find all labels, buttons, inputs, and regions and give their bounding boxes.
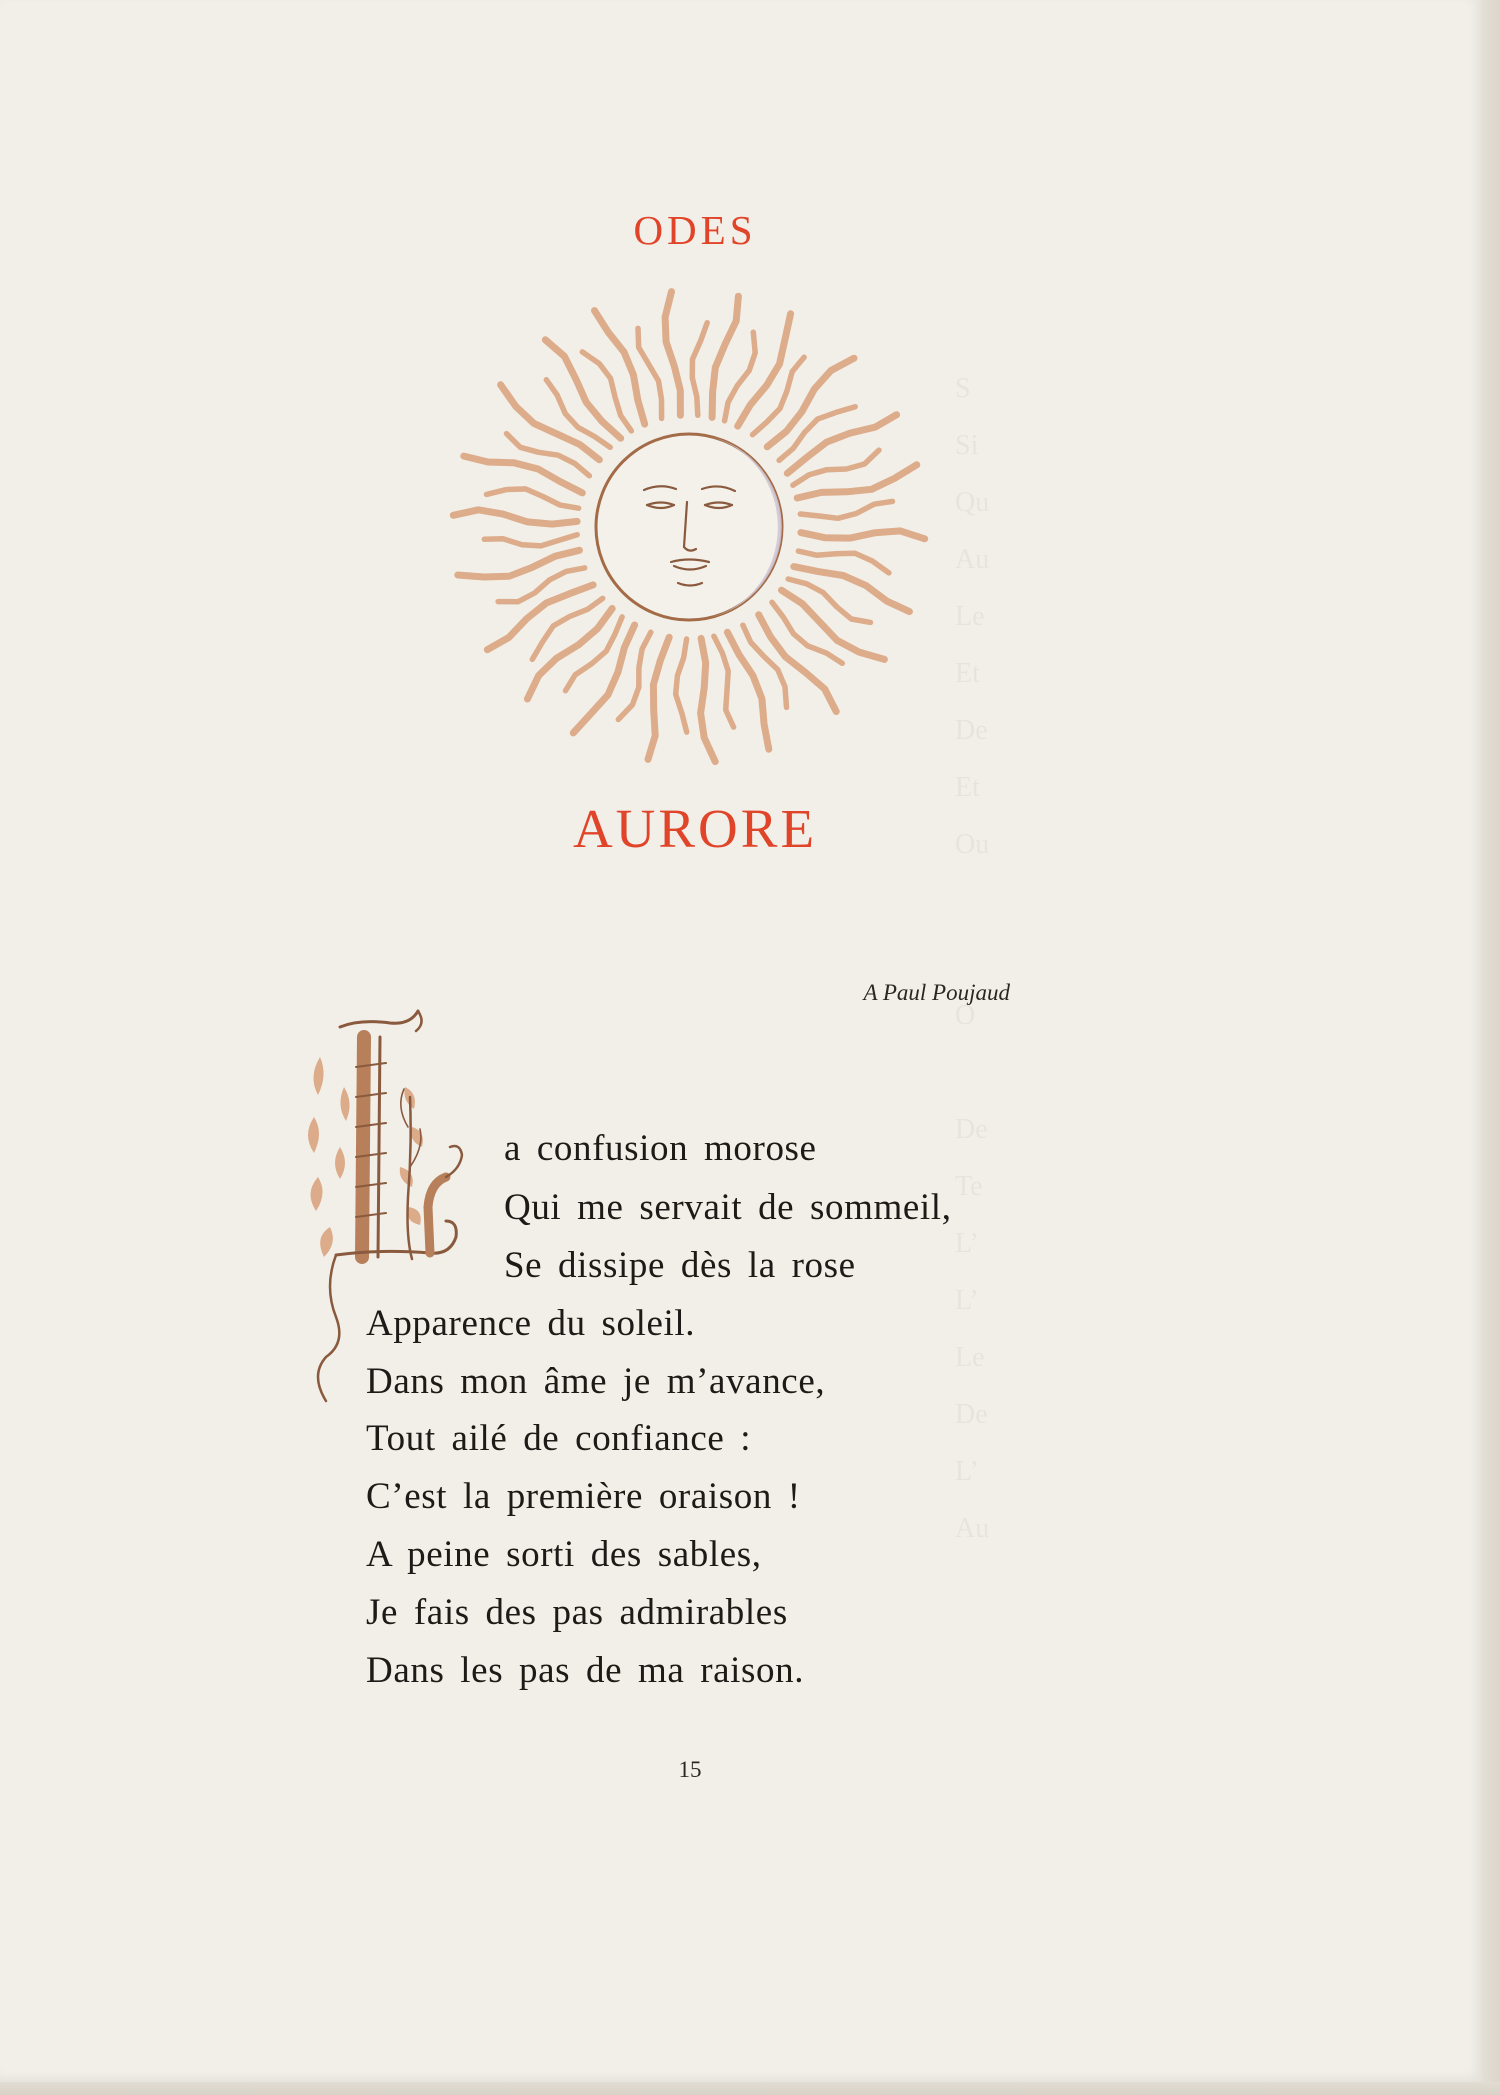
sun-ray <box>484 535 577 546</box>
poem-line: Apparence du soleil. <box>366 1303 696 1344</box>
sun-ray <box>797 465 917 498</box>
page-number: 15 <box>678 1757 702 1782</box>
poem-line: A peine sorti des sables, <box>366 1534 762 1575</box>
sun-ray <box>692 323 707 416</box>
poem-line: Se dissipe dès la rose <box>504 1245 856 1286</box>
poem-line: Dans les pas de ma raison. <box>366 1650 805 1691</box>
sun-ray <box>800 501 892 518</box>
drop-cap-l-illustration <box>300 997 500 1407</box>
poem-line: Tout ailé de confiance : <box>366 1418 752 1459</box>
sun-face-illustration <box>446 272 932 782</box>
sun-ray <box>701 638 716 761</box>
dedication: A Paul Poujaud <box>863 980 1010 1005</box>
poem-line: Je fais des pas admirables <box>366 1592 788 1633</box>
poem-line: C’est la première oraison ! <box>366 1476 801 1517</box>
sun-ray <box>665 292 680 416</box>
sun-ray <box>487 585 593 650</box>
sun-ray <box>787 415 896 474</box>
page-stack-edge-bottom <box>0 2082 1500 2095</box>
sun-ray <box>648 637 669 759</box>
sun-ray <box>738 314 791 426</box>
sun-ray <box>453 510 577 524</box>
page-stack-edge-right <box>1482 0 1500 2095</box>
sun-ray <box>712 296 738 417</box>
poem-title: AURORE <box>572 798 818 859</box>
section-heading: ODES <box>633 207 757 253</box>
poem-line: Qui me servait de sommeil, <box>504 1187 952 1228</box>
poem-line: a confusion morose <box>504 1128 817 1169</box>
sun-ray <box>801 531 925 539</box>
sun-ray <box>582 352 631 431</box>
poem-line: Dans mon âme je m’avance, <box>366 1361 826 1402</box>
show-through-text: S Si Qu Au Le Et De Et Ou O De Te L’ L’ Le De L’ Au <box>955 373 990 1544</box>
sun-ray <box>487 489 579 508</box>
sun-ray <box>727 632 768 749</box>
sun-ray <box>714 636 734 727</box>
sun-ray <box>676 639 687 732</box>
